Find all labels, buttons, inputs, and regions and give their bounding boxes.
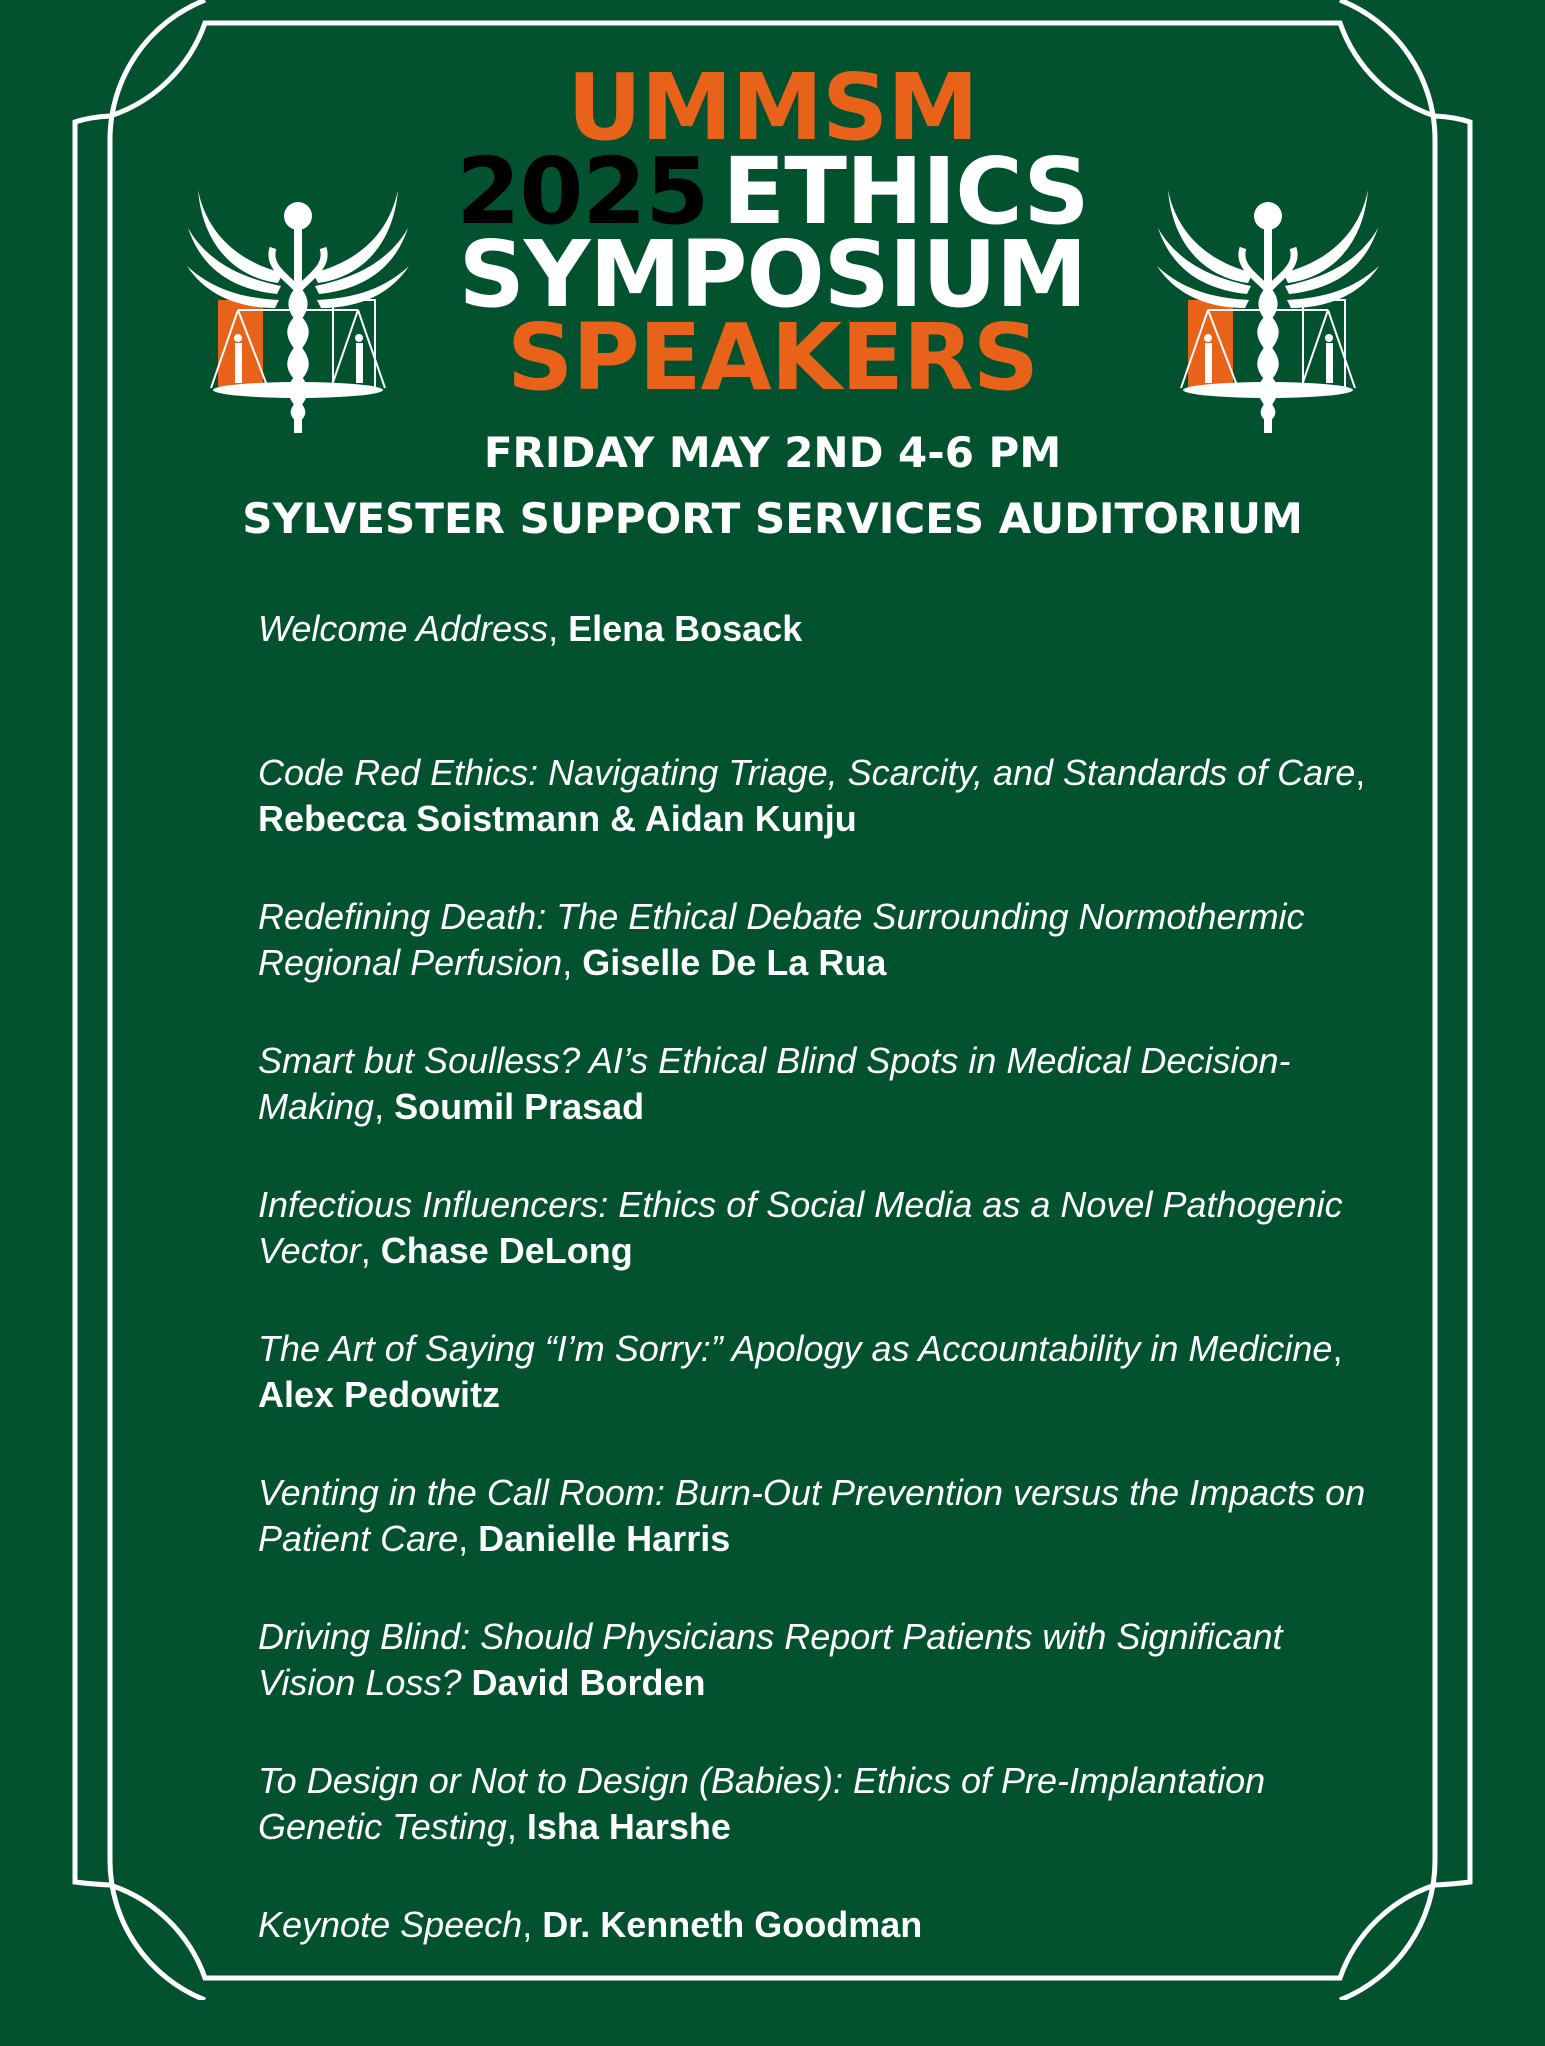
- list-item: [258, 1614, 1368, 1758]
- separator: [461, 1662, 471, 1703]
- title-ummsm: UMMSM: [567, 54, 978, 161]
- list-item: [258, 1038, 1368, 1182]
- title-symposium: SYMPOSIUM: [458, 221, 1087, 328]
- list-item: [258, 606, 1368, 750]
- title-ethics: ETHICS: [722, 138, 1089, 245]
- speaker-name: Giselle De La Rua: [582, 942, 887, 983]
- talk-title: Driving Blind: Should Physicians Report Patients with Significant Vision Loss?: [258, 1616, 1283, 1703]
- list-item: [258, 750, 1368, 894]
- list-item: [258, 894, 1368, 1038]
- separator: ,: [548, 608, 569, 649]
- separator: ,: [522, 1904, 543, 1945]
- separator: ,: [360, 1230, 381, 1271]
- separator: ,: [562, 942, 583, 983]
- list-item: [258, 1902, 1368, 2046]
- separator: ,: [1355, 752, 1366, 793]
- talk-title: To Design or Not to Design (Babies): Ethics of Pre-Implantation Genetic Testing: [258, 1760, 1266, 1847]
- separator: ,: [458, 1518, 479, 1559]
- speaker-list: [258, 606, 1368, 2046]
- talk-title: Keynote Speech: [258, 1904, 523, 1945]
- event-location: SYLVESTER SUPPORT SERVICES AUDITORIUM: [242, 494, 1303, 543]
- speaker-name: Dr. Kenneth Goodman: [542, 1904, 923, 1945]
- speaker-name: Rebecca Soistmann & Aidan Kunju: [258, 798, 857, 839]
- talk-title: Smart but Soulless? AI’s Ethical Blind Spots in Medical Decision-Making: [258, 1040, 1291, 1127]
- speaker-name: Soumil Prasad: [394, 1086, 645, 1127]
- speaker-name: Danielle Harris: [478, 1518, 731, 1559]
- talk-title: Code Red Ethics: Navigating Triage, Scarcity, and Standards of Care: [258, 752, 1356, 793]
- list-item: [258, 1182, 1368, 1326]
- separator: ,: [506, 1806, 527, 1847]
- event-date: FRIDAY MAY 2ND 4-6 PM: [483, 428, 1062, 477]
- speaker-name: Alex Pedowitz: [258, 1374, 501, 1415]
- speaker-name: Chase DeLong: [380, 1230, 633, 1271]
- talk-title: Welcome Address: [258, 608, 549, 649]
- title-speakers: SPEAKERS: [507, 304, 1038, 411]
- speaker-name: Elena Bosack: [568, 608, 803, 649]
- talk-title: Venting in the Call Room: Burn-Out Prevention versus the Impacts on Patient Care: [258, 1472, 1366, 1559]
- talk-title: Redefining Death: The Ethical Debate Surrounding Normothermic Regional Perfusion: [258, 896, 1305, 983]
- list-item: [258, 1758, 1368, 1902]
- talk-title: Infectious Influencers: Ethics of Social Media as a Novel Pathogenic Vector: [258, 1184, 1343, 1271]
- speaker-name: David Borden: [471, 1662, 706, 1703]
- title-year: 2025: [456, 138, 709, 245]
- speaker-name: Isha Harshe: [526, 1806, 731, 1847]
- list-item: [258, 1326, 1368, 1470]
- separator: ,: [1332, 1328, 1343, 1369]
- list-item: [258, 1470, 1368, 1614]
- talk-title: The Art of Saying “I’m Sorry:” Apology as Accountability in Medicine: [258, 1328, 1333, 1369]
- separator: ,: [374, 1086, 395, 1127]
